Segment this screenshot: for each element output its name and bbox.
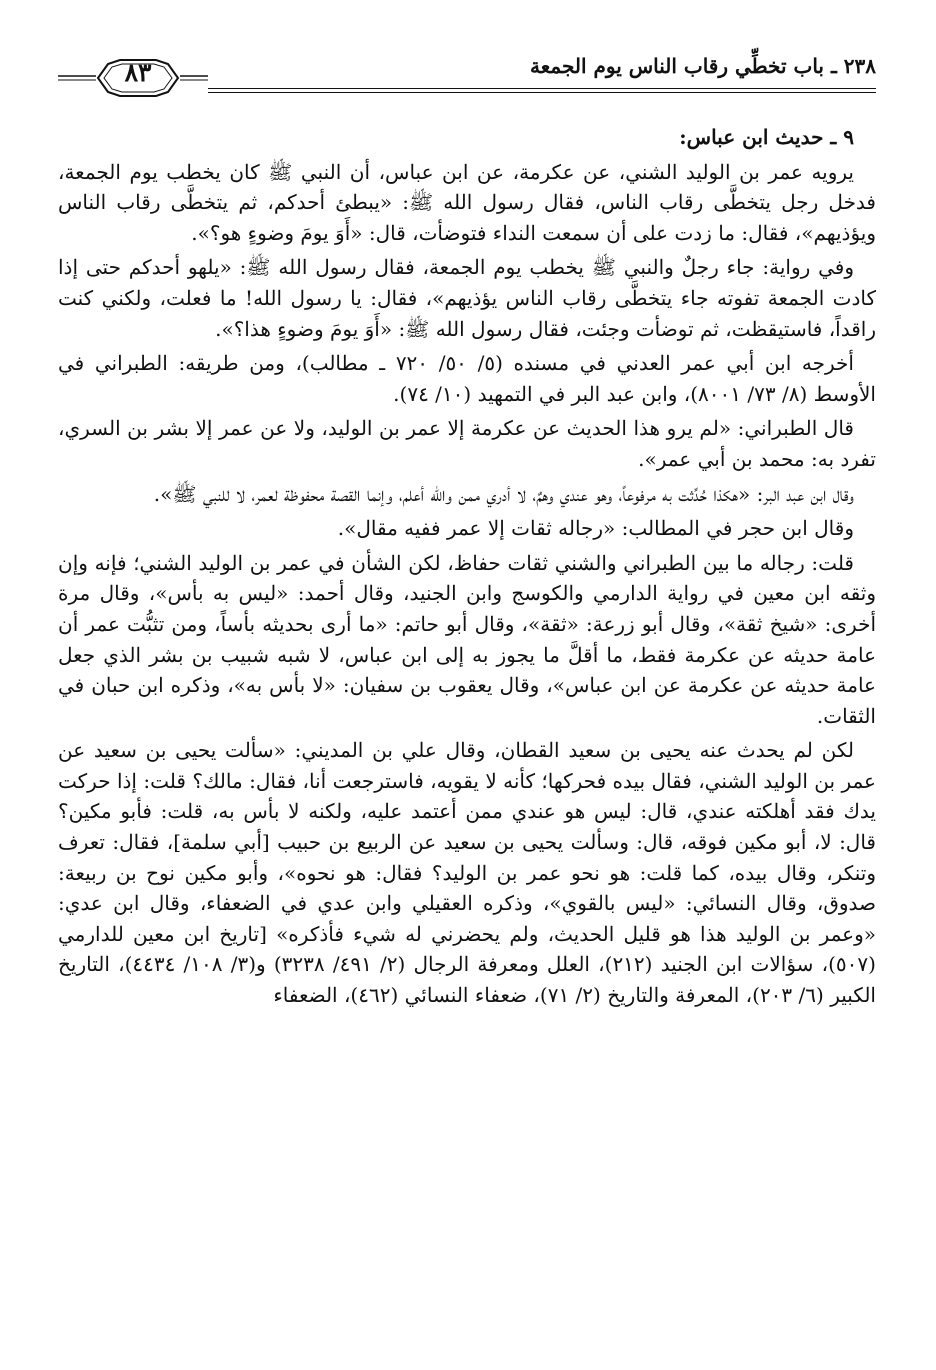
paragraph: قال الطبراني: «لم يرو هذا الحديث عن عكرمة إلا عمر بن الوليد، ولا عن عمر إلا بشر بن السري، تفرد به: محمد بن أبي عمر». (58, 416, 876, 471)
paragraph: وفي رواية: جاء رجلٌ والنبي ﷺ يخطب يوم الجمعة، فقال رسول الله ﷺ: «يلهو أحدكم حتى إذا كادت الجمعة تفوته جاء يتخطَّى رقاب الناس يؤذيهم»، فقال: يا رسول الله! ما فعلت، ولكني كنت راقداً، فاستيقظت، ثم توضأت وجئت، فقال رسول الله ﷺ: «أَوَ يومَ وضوءٍ هذا؟». (58, 255, 876, 341)
page-number-ornament (58, 48, 208, 100)
paragraph: لكن لم يحدث عنه يحيى بن سعيد القطان، وقال علي بن المديني: «سألت يحيى بن سعيد عن عمر بن الوليد الشني، فقال بيده فحركها؛ كأنه لا يقويه، فاسترجعت أنا، فقال: مالك؟ قلت: إذا حركت يدك فقد أهلكته عندي، قال: ليس هو عندي ممن أعتمد عليه، ولكنه لا بأس به، قلت: فأبو مكين؟ قال: لا، أبو مكين فوقه، قال: وسألت يحيى بن سعيد عن الربيع بن حبيب [أبي سلمة]، فقال: تعرف وتنكر، وقال بيده، كما قلت: هو نحو عمر بن الوليد؟ فقال: هو نحوه»، وأبو مكين نوح بن ربيعة: صدوق، وقال النسائي: «ليس بالقوي»، وذكره العقيلي وابن عدي في الضعفاء، وقال ابن عدي: «وعمر بن الوليد هذا هو قليل الحديث، ولم يحضرني له شيء فأذكره» [تاريخ ابن معين للدارمي (٥٠٧)، سؤالات ابن الجنيد (٢١٢)، العلل ومعرفة الرجال (٢/ ٤٩١/ ٣٢٣٨) و(٣/ ١٠٨/ ٤٤٣٤)، التاريخ الكبير (٦/ ٢٠٣)، المعرفة والتاريخ (٢/ ٧١)، ضعفاء النسائي (٤٦٢)، الضعفاء (58, 738, 876, 1008)
section-heading: ٩ ـ حديث ابن عباس: (679, 125, 854, 149)
page-body (58, 122, 876, 1015)
header-rule (208, 88, 876, 93)
paragraph: يرويه عمر بن الوليد الشني، عن عكرمة، عن ابن عباس، أن النبي ﷺ كان يخطب يوم الجمعة، فدخل رجل يتخطَّى رقاب الناس، فقال رسول الله ﷺ: «يبطئ أحدكم، ثم يتخطَّى رقاب الناس ويؤذيهم»، فقال: ما زدت على أن سمعت النداء فتوضأت، قال: «أَوَ يومَ وضوءٍ هو؟». (58, 159, 876, 245)
page-header (58, 48, 876, 100)
paragraph: قلت: رجاله ما بين الطبراني والشني ثقات حفاظ، لكن الشأن في عمر بن الوليد الشني؛ فإنه وإن وثقه ابن معين في رواية الدارمي والكوسج وابن الجنيد، وقال أحمد: «ليس به بأس»، وقال مرة أخرى: «شيخ ثقة»، وقال أبو زرعة: «ثقة»، وقال أبو حاتم: «ما أرى بحديثه بأساً، ومن تثبُّت عمر أن عامة حديثه عن عكرمة فقط، ما أقلَّ ما يجوز به إلى ابن عباس، لا شبه شبيب بن بشر الذي جعل عامة حديثه عن عكرمة عن ابن عباس»، وقال يعقوب بن سفيان: «لا بأس به»، وذكره ابن حبان في الثقات. (58, 550, 877, 728)
page-number: ٨٣ (124, 58, 152, 87)
paragraph: وقال ابن حجر في المطالب: «رجاله ثقات إلا عمر ففيه مقال». (337, 516, 854, 541)
paragraph: وقال ابن عبد البر: «هكذا حُدِّثت به مرفوعاً، وهو عندي وهمٌ، لا أدري ممن والله أعلم، وإنما القصة محفوظة لعمر، لا للنبي ﷺ». (153, 481, 854, 506)
chapter-title: ٢٣٨ ـ باب تخطِّي رقاب الناس يوم الجمعة (530, 54, 876, 78)
paragraph: أخرجه ابن أبي عمر العدني في مسنده (٥/ ٥٠/ ٧٢٠ ـ مطالب)، ومن طريقه: الطبراني في الأوسط (٨/ ٧٣/ ٨٠٠١)، وابن عبد البر في التمهيد (١٠/ ٧٤). (58, 351, 876, 406)
